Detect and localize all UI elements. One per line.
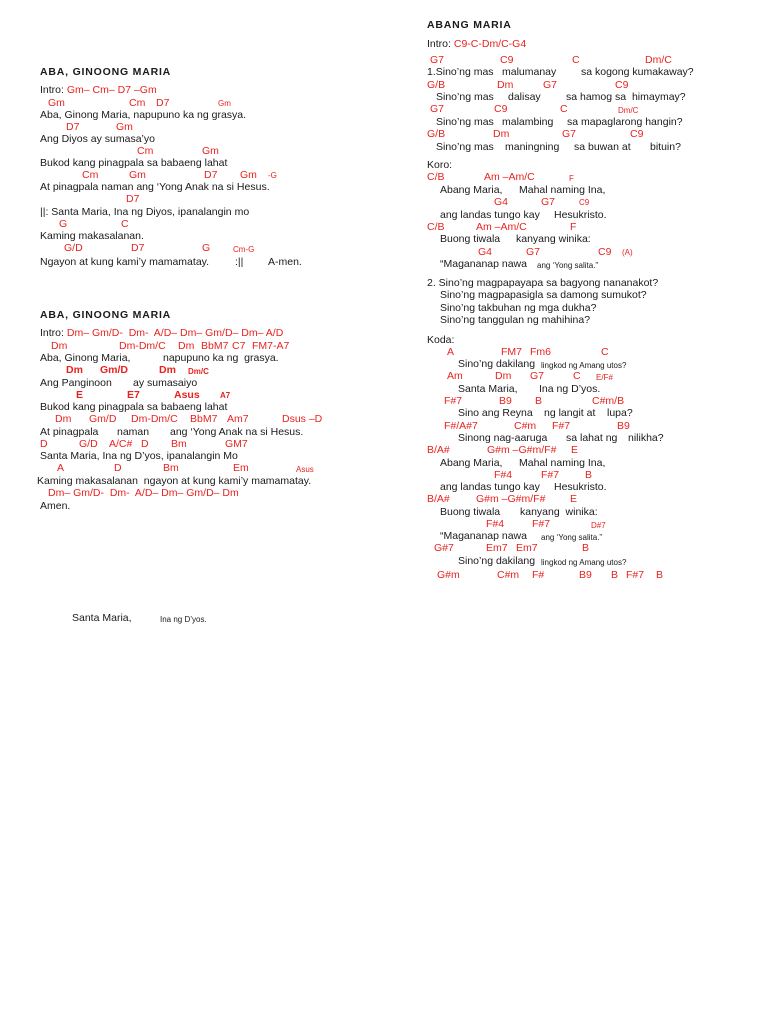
- chord: G#7: [434, 542, 454, 554]
- chord: D7: [66, 121, 80, 133]
- lyric-line: Santa Maria, Ina ng D’yos, ipanalangin Mo: [40, 450, 238, 462]
- lyric-line: kanyang winika:: [516, 233, 591, 245]
- lyric-line: malumanay: [502, 66, 557, 78]
- chord: C#m: [497, 569, 520, 581]
- lyric-line: Ngayon at kung kami’y mamamatay.: [40, 256, 210, 268]
- chord: Bm: [163, 462, 179, 474]
- chord: E7: [127, 389, 140, 401]
- chord: C#m/B: [592, 395, 625, 407]
- lyric-line: Amen.: [40, 500, 71, 512]
- chord: Dm: [495, 370, 512, 382]
- lyric-line: ang ‘Yong salita.”: [541, 533, 603, 542]
- intro-line: [427, 38, 526, 50]
- lyric-line: Abang Maria,: [440, 457, 503, 469]
- chord: Dm: [51, 340, 68, 352]
- lyric-line: ng langit at: [544, 407, 596, 419]
- chord: FM7: [501, 346, 522, 358]
- lyric-line: Bukod kang pinagpala sa babaeng lahat: [40, 401, 228, 413]
- lyric-line: Bukod kang pinagpala sa babaeng lahat: [40, 157, 228, 169]
- chord: G4: [494, 196, 509, 208]
- intro-label: Intro:: [427, 38, 454, 50]
- chord: B/A#: [427, 493, 450, 505]
- song-title: ABANG MARIA: [427, 19, 512, 31]
- lyric-line: A-men.: [268, 256, 302, 268]
- chord: C9: [630, 128, 644, 140]
- chord: Am7: [227, 413, 249, 425]
- lyric-line: Mahal naming Ina,: [519, 184, 606, 196]
- chord: G/B: [427, 128, 446, 140]
- lyric-line: Aba, Ginong Maria,: [40, 352, 131, 364]
- lyric-line: 2. Sino’ng magpapayapa sa bagyong nananakot?: [427, 277, 659, 289]
- chord: G: [202, 242, 211, 254]
- lyric-line: ang ‘Yong salita.”: [537, 261, 599, 270]
- intro-line: [40, 327, 283, 339]
- chord: B: [611, 569, 619, 581]
- lyric-line: Sino’ng tanggulan ng mahihina?: [440, 314, 591, 326]
- chord: Em: [233, 462, 249, 474]
- chord: C: [573, 370, 581, 382]
- chord: G7: [526, 246, 541, 258]
- lyric-line: Aba, Ginong Maria, napupuno ka ng grasya.: [40, 109, 247, 121]
- chord: D: [114, 462, 122, 474]
- lyric-line: Sino ang Reyna: [458, 407, 533, 419]
- chord: Em7: [486, 542, 508, 554]
- chord: Dm-Dm/C: [131, 413, 178, 425]
- lyric-line: naman: [117, 426, 150, 438]
- chord: Am –Am/C: [484, 171, 535, 183]
- chord: Asus: [174, 389, 200, 401]
- intro-chords: Dm– Gm/D- Dm- A/D– Dm– Gm/D– Dm– A/D: [66, 327, 284, 339]
- chord: G7: [530, 370, 545, 382]
- chord: E: [76, 389, 84, 401]
- chord: C#m: [514, 420, 537, 432]
- chord: C7: [232, 340, 246, 352]
- chord: F#7: [444, 395, 463, 407]
- lyric-line: sa hamog sa himaymay?: [566, 91, 686, 103]
- lyric-line: sa lahat ng: [566, 432, 618, 444]
- chord: F: [570, 221, 577, 233]
- chord: Fm6: [530, 346, 551, 358]
- chord: C/B: [427, 171, 445, 183]
- chord: Gm/D: [89, 413, 117, 425]
- lyric-line: Sino’ng mas: [436, 91, 494, 103]
- chord: F#/A#7: [444, 420, 478, 432]
- chord: A/C#: [109, 438, 133, 450]
- lyric-line: lingkod ng Amang utos?: [541, 361, 627, 370]
- chord: A: [57, 462, 65, 474]
- chord: B: [582, 542, 590, 554]
- chord: Gm: [48, 97, 65, 109]
- chord: E/F#: [596, 373, 613, 382]
- chord: Dm: [178, 340, 195, 352]
- lyric-line: At pinagpala: [40, 426, 99, 438]
- lyric-line: malambing: [502, 116, 554, 128]
- intro-label: Intro:: [40, 327, 67, 339]
- lyric-line: sa mapaglarong hangin?: [567, 116, 683, 128]
- lyric-line: dalisay: [508, 91, 541, 103]
- chord: Cm: [129, 97, 146, 109]
- lyric-line: ay sumasaiyo: [133, 377, 198, 389]
- chord: C9: [579, 198, 590, 207]
- chord: B: [585, 469, 593, 481]
- chord: C: [601, 346, 609, 358]
- chord: E: [571, 444, 579, 456]
- chord: GM7: [225, 438, 248, 450]
- chord: G/D: [79, 438, 98, 450]
- intro-chords: C9-C-Dm/C-G4: [453, 38, 527, 50]
- chord: Gm: [240, 169, 257, 181]
- lyric-line: Sino’ng dakilang: [458, 555, 536, 567]
- chord: C: [560, 103, 568, 115]
- chord: (A): [622, 248, 633, 257]
- chord: G7: [541, 196, 556, 208]
- chord: -G: [268, 171, 277, 180]
- chord: Dm: [55, 413, 72, 425]
- chord: B: [535, 395, 543, 407]
- lyric-line: ang landas tungo kay: [440, 209, 540, 221]
- lyric-line: nilikha?: [628, 432, 664, 444]
- chord: C9: [494, 103, 508, 115]
- chord: Am –Am/C: [476, 221, 527, 233]
- chord: D7: [126, 193, 140, 205]
- lyric-line: Hesukristo.: [554, 209, 607, 221]
- chord: F#7: [552, 420, 571, 432]
- chord: B: [656, 569, 664, 581]
- chord: D7: [131, 242, 145, 254]
- chord: Gm: [116, 121, 133, 133]
- chord: C9: [500, 54, 514, 66]
- lyric-line: Sino’ng magpapasigla sa damong sumukot?: [440, 289, 647, 301]
- chord: Gm: [218, 99, 231, 108]
- lyric-line: ang landas tungo kay: [440, 481, 540, 493]
- lyric-line: Sino’ng mas: [436, 116, 494, 128]
- chord: F#7: [626, 569, 645, 581]
- chord: Dm: [159, 364, 176, 376]
- lyric-line: Sinong nag-aaruga: [458, 432, 548, 444]
- chord: G7: [543, 79, 558, 91]
- chord: BbM7: [190, 413, 218, 425]
- chord: C: [121, 218, 129, 230]
- chord: G/D: [64, 242, 83, 254]
- chord: G/B: [427, 79, 446, 91]
- chord: Cm: [82, 169, 99, 181]
- chord: B9: [617, 420, 630, 432]
- lyric-line: napupuno ka ng grasya.: [163, 352, 279, 364]
- chord: Em7: [516, 542, 538, 554]
- lyric-line: Kaming makasalanan.: [40, 230, 144, 242]
- chord: BbM7: [201, 340, 229, 352]
- chord: Gm/D: [100, 364, 129, 376]
- chord: Asus: [296, 465, 314, 474]
- chord: G7: [430, 103, 445, 115]
- chord: Gm: [202, 145, 219, 157]
- chord: G#m –G#m/F#: [476, 493, 546, 505]
- lyric-line: Ang Panginoon: [40, 377, 112, 389]
- lyric-line: ||: Santa Maria, Ina ng Diyos, ipanalangin mo: [40, 206, 250, 218]
- lyric-line: kanyang winika:: [520, 506, 598, 518]
- chord: F#: [532, 569, 545, 581]
- lyric-line: bituin?: [650, 141, 681, 153]
- song-title: ABA, GINOONG MARIA: [40, 309, 172, 321]
- chord: D: [40, 438, 48, 450]
- lyric-line: Buong tiwala: [440, 233, 501, 245]
- repeat-mark: :||: [235, 256, 244, 268]
- lyric-line: maningning: [505, 141, 560, 153]
- footer-text: Santa Maria,: [72, 612, 132, 624]
- chord: F#7: [532, 518, 551, 530]
- outro-chords: Dm– Gm/D- Dm- A/D– Dm– Gm/D– Dm: [48, 487, 239, 499]
- lyric-line: Kaming makasalanan ngayon at kung kami’y mamamatay.: [37, 475, 312, 487]
- chord: C: [572, 54, 580, 66]
- chord: F#4: [486, 518, 505, 530]
- lyric-line: Ang Diyos ay sumasa’yo: [40, 133, 155, 145]
- chord: C/B: [427, 221, 445, 233]
- chord: B9: [579, 569, 592, 581]
- chord: Dm/C: [618, 106, 639, 115]
- chord: Dm-Dm/C: [119, 340, 166, 352]
- lyric-line: Abang Maria,: [440, 184, 503, 196]
- chord: B/A#: [427, 444, 450, 456]
- chord: Cm: [137, 145, 154, 157]
- chord: E: [570, 493, 578, 505]
- lyric-line: ang ‘Yong Anak na si Hesus.: [170, 426, 304, 438]
- chord: Dm/C: [188, 367, 209, 376]
- chord: FM7-A7: [252, 340, 290, 352]
- section-label: Koda:: [427, 334, 455, 346]
- lyric-line: Mahal naming Ina,: [519, 457, 606, 469]
- chord: A: [447, 346, 455, 358]
- chord: G7: [562, 128, 577, 140]
- chord: G#m: [437, 569, 460, 581]
- chord: F: [569, 174, 574, 183]
- section-label: Koro:: [427, 159, 453, 171]
- lyric-line: “Magananap nawa: [440, 258, 527, 270]
- chord: Am: [447, 370, 463, 382]
- chord: Cm-G: [233, 245, 255, 254]
- lyric-line: sa buwan at: [574, 141, 631, 153]
- lyric-line: Sino’ng takbuhan ng mga dukha?: [440, 302, 597, 314]
- lyric-line: lingkod ng Amang utos?: [541, 558, 627, 567]
- chord: G#m –G#m/F#: [487, 444, 557, 456]
- lyric-line: Buong tiwala: [440, 506, 501, 518]
- lyric-line: Hesukristo.: [554, 481, 607, 493]
- chord: B9: [499, 395, 512, 407]
- lyric-line: lupa?: [607, 407, 633, 419]
- chord: G7: [430, 54, 445, 66]
- lyric-line: “Magananap nawa: [440, 530, 527, 542]
- chord: C9: [615, 79, 629, 91]
- chord: Bm: [171, 438, 187, 450]
- footer-text: Ina ng D’yos.: [160, 615, 207, 624]
- lyric-line: Santa Maria,: [458, 383, 518, 395]
- chord: Dm: [497, 79, 514, 91]
- song-title: ABA, GINOONG MARIA: [40, 66, 172, 78]
- chord: Dm: [493, 128, 510, 140]
- chord: Dm/C: [645, 54, 672, 66]
- chord: D#7: [591, 521, 606, 530]
- chord: D7: [156, 97, 170, 109]
- intro-label: Intro:: [40, 84, 67, 96]
- lyric-line: sa kogong kumakaway?: [581, 66, 694, 78]
- chord: Dsus –D: [282, 413, 323, 425]
- chord: F#4: [494, 469, 513, 481]
- lyric-line: Sino’ng dakilang: [458, 358, 536, 370]
- chord: G: [59, 218, 68, 230]
- chord: G4: [478, 246, 493, 258]
- chord: D: [141, 438, 149, 450]
- chord: Gm: [129, 169, 146, 181]
- chord: C9: [598, 246, 612, 258]
- lyric-line: At pinagpala naman ang ‘Yong Anak na si Hesus.: [40, 181, 270, 193]
- lyric-line: Sino’ng mas: [436, 141, 494, 153]
- intro-line: [40, 84, 157, 96]
- intro-chords: Gm– Cm– D7 –Gm: [66, 84, 157, 96]
- chord: A7: [220, 391, 231, 400]
- lyric-line: Ina ng D’yos.: [539, 383, 601, 395]
- chord: D7: [204, 169, 218, 181]
- chord: Dm: [66, 364, 83, 376]
- chord: F#7: [541, 469, 560, 481]
- lyric-line: 1.Sino’ng mas: [427, 66, 494, 78]
